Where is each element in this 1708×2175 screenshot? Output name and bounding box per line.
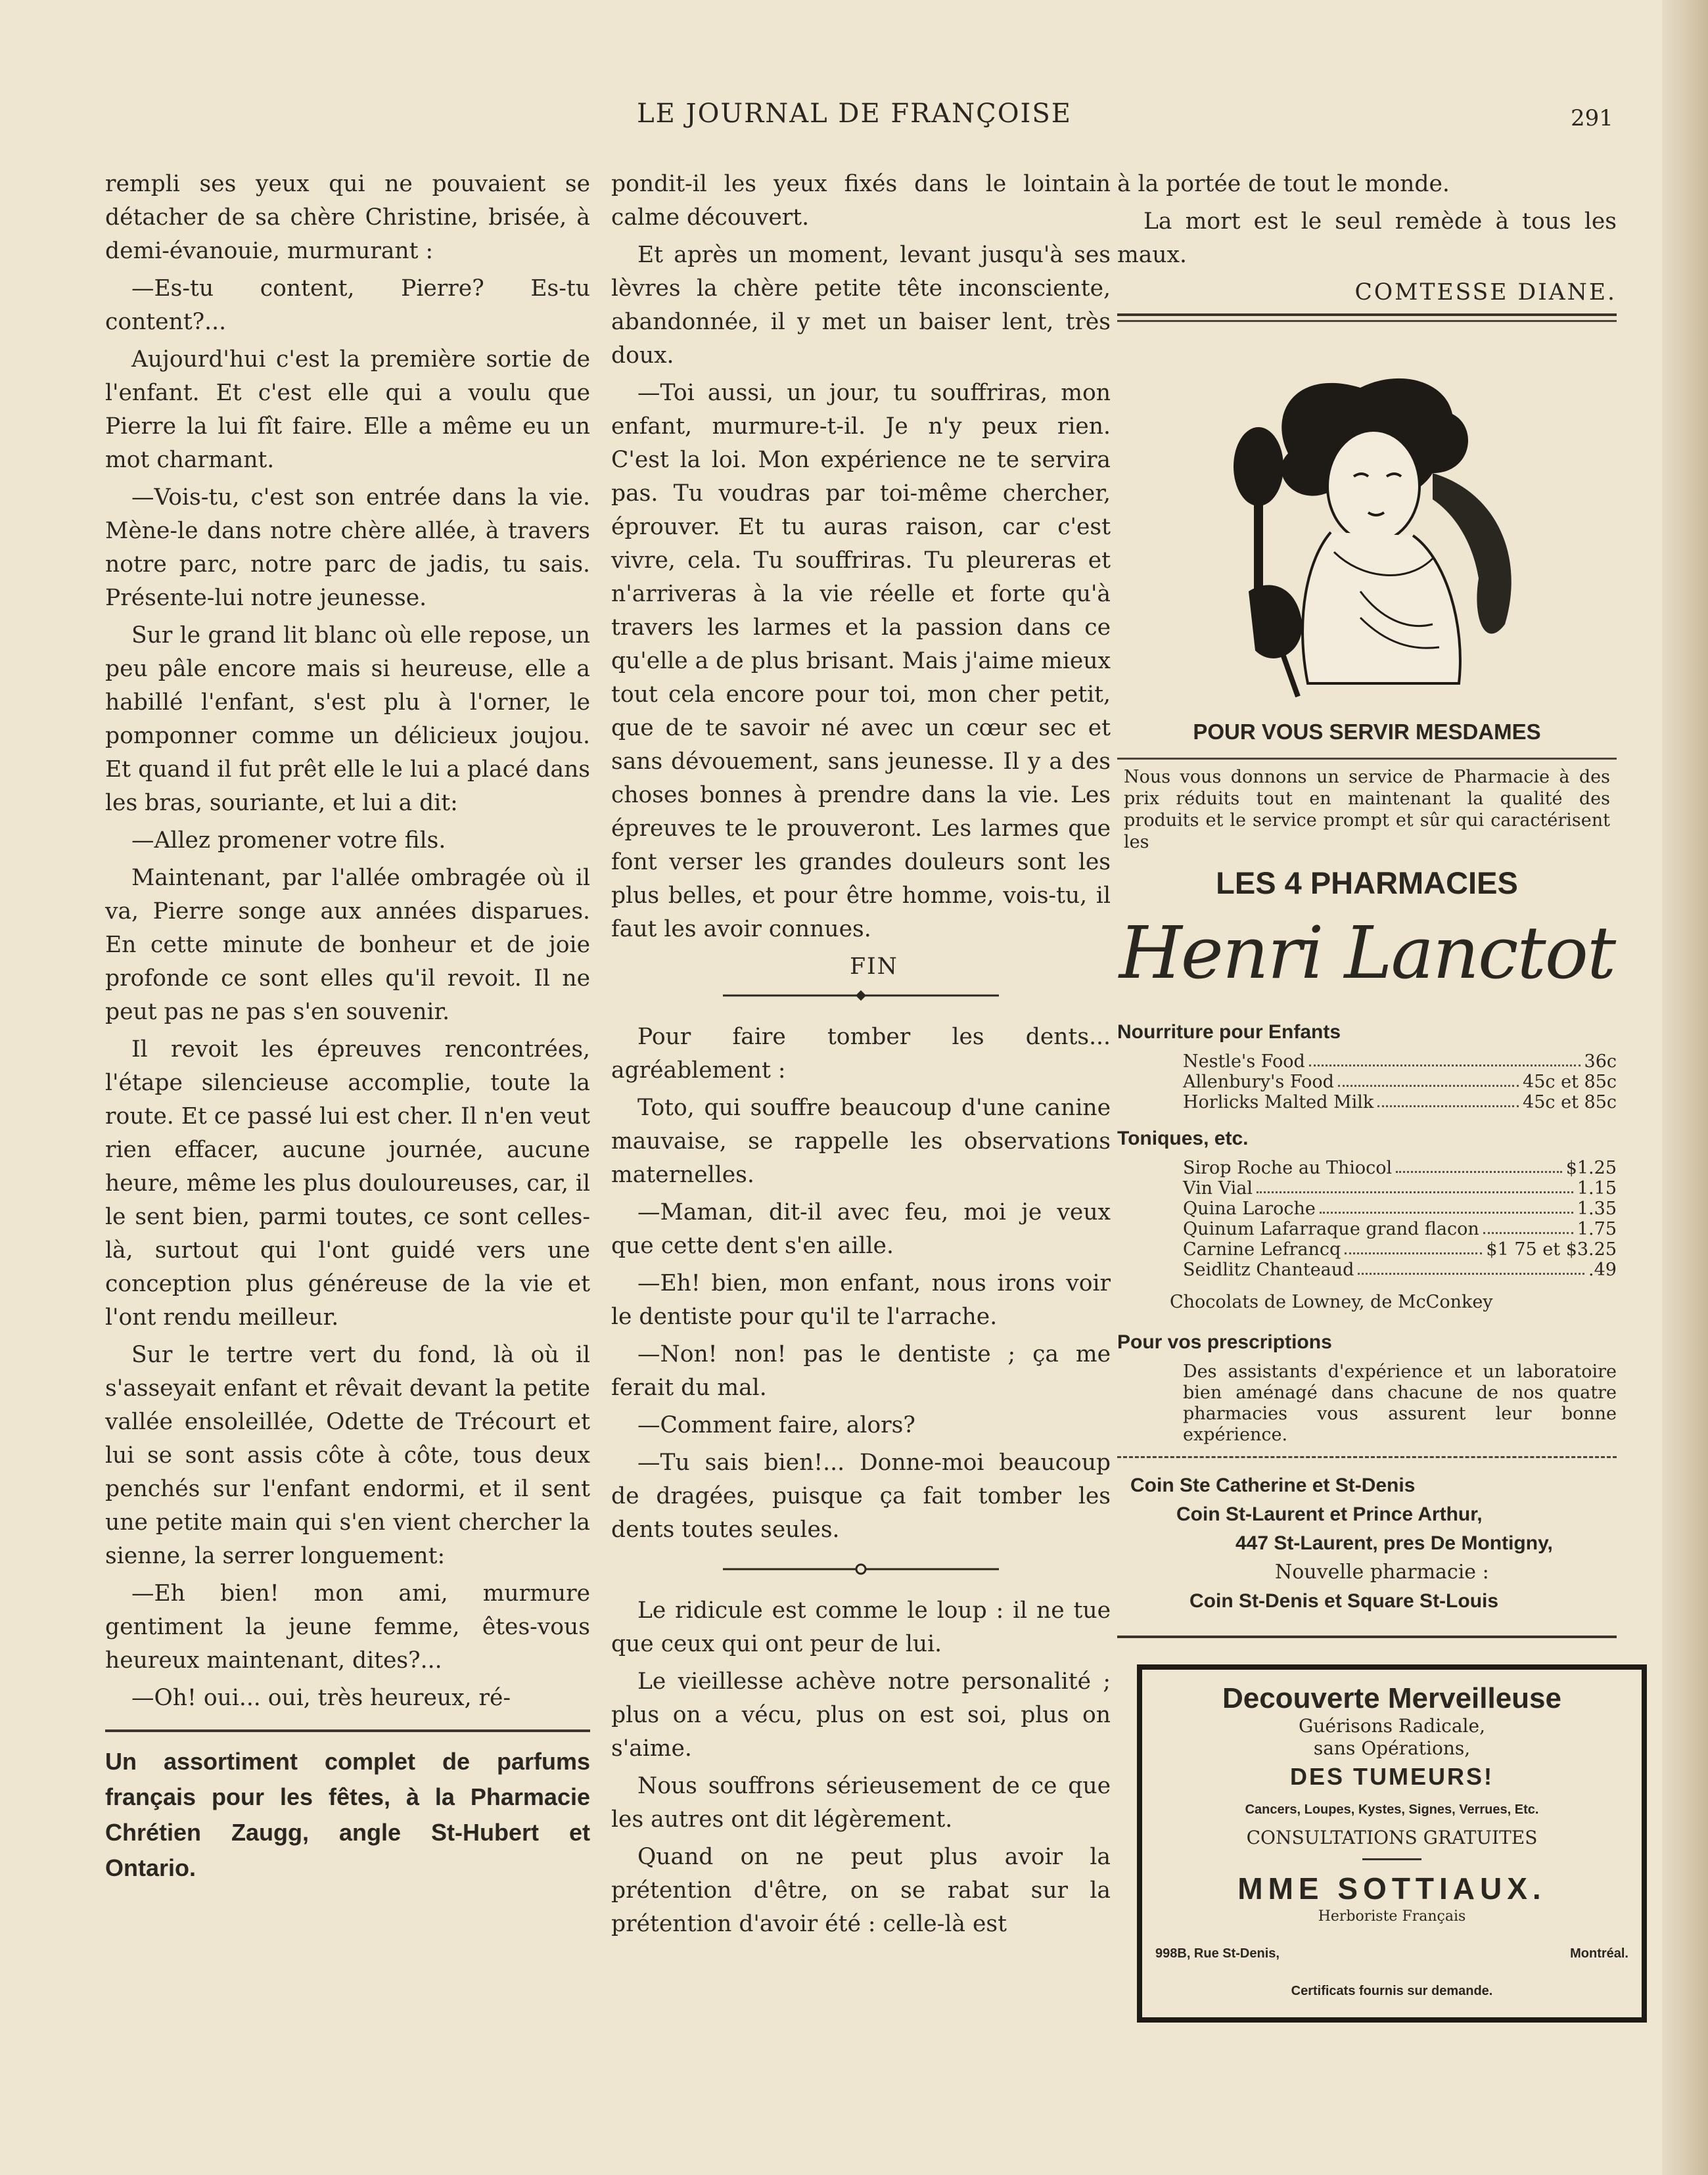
price-row: Quinum Lafarraque grand flacon 1.75 xyxy=(1183,1219,1617,1239)
journal-title: LE JOURNAL DE FRANÇOISE xyxy=(637,99,1072,129)
column-left xyxy=(105,168,590,1886)
story-paragraph: Sur le grand lit blanc où elle repose, un peu pâle encore mais si heureuse, elle a habillé l'enfant, s'est plu à l'orner, le pomponner comme un délicieux joujou. Et quand il fut prêt elle le lui a placé dans les bras, souriante, et lui a dit: xyxy=(105,622,590,816)
story-paragraph: —Toi aussi, un jour, tu souffriras, mon enfant, murmure-t-il. Je n'y peux rien. C'est la loi. Mon expérience ne te servira pas. Tu voudras par toi-même chercher, éprouver. Et tu auras raison, car c'est vivre, cela. Tu souffriras. Tu pleureras et n'arriveras à la vie réelle et forte qu'à travers les larmes et la passion dans ce qu'elle a de plus brisant. Mais j'aime mieux tout cela encore pour toi, mon cher petit, que de te savoir né avec un cœur sec et sans dévouement, sans jeunesse. Il y a des choses bonnes à prendre dans la vie. Les épreuves te le prouveront. Les larmes que font verser les grandes douleurs sont les plus belles, et pour être homme, vois-tu, il faut les avoir connues. xyxy=(611,380,1111,942)
page-edge xyxy=(1662,0,1708,2175)
box-ad-footer: Certificats fournis sur demande. xyxy=(1291,1984,1493,1998)
dents-paragraph: —Eh! bien, mon enfant, nous irons voir le dentiste pour qu'il te l'arrache. xyxy=(611,1270,1111,1330)
maxim-paragraph: Nous souffrons sérieusement de ce que les autres ont dit légèrement. xyxy=(611,1773,1111,1833)
divider-rule xyxy=(105,1729,590,1732)
price-row: Seidlitz Chanteaud .49 xyxy=(1183,1260,1617,1280)
diamond-ornament xyxy=(723,989,999,1002)
dents-paragraph: —Non! non! pas le dentiste ; ça me ferait du mal. xyxy=(611,1341,1111,1401)
henri-lanctot-logo: Henri Lanctot xyxy=(1119,911,1615,995)
fin-label: FIN xyxy=(850,953,898,980)
story-paragraph: Maintenant, par l'allée ombragée où il va, Pierre songe aux années disparues. En cette minute de bonheur et de joie profonde ce sont elles qu'il revoit. Il ne peut pas ne pas s'en souvenir. xyxy=(105,865,590,1025)
story-paragraph: —Oh! oui... oui, très heureux, ré- xyxy=(131,1685,511,1711)
box-ad-rule xyxy=(1362,1858,1421,1860)
box-ad-profession: Herboriste Français xyxy=(1318,1908,1466,1925)
maxim-paragraph: Le vieillesse achève notre personalité ; plus on a vécu, plus on est soi, plus on s'aime. xyxy=(611,1668,1111,1762)
price-row: Horlicks Malted Milk 45c et 85c xyxy=(1183,1092,1617,1112)
pharmacy-advertisement xyxy=(1117,342,1617,1616)
box-ad-name: MME SOTTIAUX. xyxy=(1237,1871,1546,1906)
maxim-paragraph: à la portée de tout le monde. xyxy=(1117,171,1450,197)
page-number: 291 xyxy=(1571,105,1613,131)
box-ad-city: Montréal. xyxy=(1570,1946,1628,1961)
dents-paragraph: Toto, qui souffre beaucoup d'une canine mauvaise, se rappelle les observations maternelles. xyxy=(611,1095,1111,1188)
maxim-paragraph: Quand on ne peut plus avoir la prétention d'être, on se rabat sur la prétention d'avoir été : celle-là est xyxy=(611,1844,1111,1937)
divider-rule xyxy=(1117,758,1617,760)
story-paragraph: —Allez promener votre fils. xyxy=(131,827,446,854)
story-paragraph: —Vois-tu, c'est son entrée dans la vie. Mène-le dans notre chère allée, à travers notre parc, notre parc de jadis, tu sais. Présente-lui notre jeunesse. xyxy=(105,484,590,611)
story-paragraph: —Es-tu content, Pierre? Es-tu content?... xyxy=(105,275,590,335)
price-row: Vin Vial 1.15 xyxy=(1183,1178,1617,1199)
dents-paragraph: —Comment faire, alors? xyxy=(637,1412,915,1438)
box-ad-address-row xyxy=(1155,1937,1628,1971)
story-paragraph: —Eh bien! mon ami, murmure gentiment la jeune femme, êtes-vous heureux maintenant, dites?... xyxy=(105,1580,590,1674)
box-ad-consultations: CONSULTATIONS GRATUITES xyxy=(1246,1827,1538,1848)
chocolats-line: Chocolats de Lowney, de McConkey xyxy=(1170,1292,1493,1312)
box-ad-line: sans Opérations, xyxy=(1313,1737,1471,1759)
story-paragraph: Aujourd'hui c'est la première sortie de l'enfant. Et c'est elle qui a voulu que Pierre la lui fît faire. Elle a même eu un mot charmant. xyxy=(105,346,590,473)
woman-with-mirror-illustration xyxy=(1196,342,1538,710)
sottiaux-advertisement xyxy=(1137,1664,1647,2023)
story-paragraph: Et après un moment, levant jusqu'à ses lèvres la chère petite tête inconsciente, abandonnée, il y met un baiser lent, très doux. xyxy=(611,242,1111,369)
price-row: Sirop Roche au Thiocol $1.25 xyxy=(1183,1158,1617,1178)
story-paragraph: pondit-il les yeux fixés dans le lointain calme découvert. xyxy=(611,171,1111,231)
ad-intro: Nous vous donnons un service de Pharmacie à des prix réduits tout en maintenant la qualité des produits et le service prompt et sûr qui caractérisent les xyxy=(1124,767,1610,852)
divider-rule xyxy=(1117,1636,1617,1638)
circle-ornament xyxy=(723,1563,999,1576)
dents-paragraph: —Tu sais bien!... Donne-moi beaucoup de dragées, puisque ça fait tomber les dents toutes seules. xyxy=(611,1450,1111,1543)
address-line: 447 St-Laurent, pres De Montigny, xyxy=(1235,1532,1553,1554)
column-middle xyxy=(611,168,1111,1945)
maxim-paragraph: Le ridicule est comme le loup : il ne tue que ceux qui ont peur de lui. xyxy=(611,1597,1111,1657)
column-right xyxy=(1117,168,1628,2023)
section-title: Toniques, etc. xyxy=(1117,1128,1249,1149)
address-line: Coin St-Denis et Square St-Louis xyxy=(1189,1590,1499,1612)
dents-paragraph: —Maman, dit-il avec feu, moi je veux que cette dent s'en aille. xyxy=(611,1199,1111,1259)
section-title: Nourriture pour Enfants xyxy=(1117,1021,1341,1043)
dents-paragraph: Pour faire tomber les dents... agréablement : xyxy=(611,1024,1111,1084)
maxim-paragraph: La mort est le seul remède à tous les maux. xyxy=(1117,208,1617,268)
author-signature: COMTESSE DIANE. xyxy=(1354,279,1617,306)
ad-caption: POUR VOUS SERVIR MESDAMES xyxy=(1193,720,1541,744)
story-paragraph: rempli ses yeux qui ne pouvaient se détacher de sa chère Christine, brisée, à demi-évanouie, murmurant : xyxy=(105,171,590,264)
address-line: Nouvelle pharmacie : xyxy=(1275,1561,1489,1584)
prescriptions-text: Des assistants d'expérience et un laboratoire bien aménagé dans chacune de nos quatre pharmacies vous assurent leur bonne expérience. xyxy=(1183,1362,1617,1445)
box-ad-ailments: Cancers, Loupes, Kystes, Signes, Verrues, Etc. xyxy=(1245,1802,1539,1817)
box-ad-title: Decouverte Merveilleuse xyxy=(1222,1682,1562,1714)
price-row: Nestle's Food 36c xyxy=(1183,1051,1617,1072)
story-paragraph: Il revoit les épreuves rencontrées, l'étape silencieuse accomplie, toute la route. Et ce passé lui est cher. Il n'en veut rien effacer, aucune journée, aucune heure, même les plus douloureuses, car, il le sent bien, parmi toutes, ce sont celles-là, surtout qui l'ont guidé vers une conception plus généreuse de la vie et l'ont rendu meilleur. xyxy=(105,1036,590,1331)
divider-rule xyxy=(1117,313,1617,316)
price-row: Allenbury's Food 45c et 85c xyxy=(1183,1072,1617,1092)
ad-heading: LES 4 PHARMACIES xyxy=(1216,865,1518,900)
address-line: Coin St-Laurent et Prince Arthur, xyxy=(1176,1503,1483,1525)
box-ad-line: Guérisons Radicale, xyxy=(1299,1715,1485,1737)
price-row: Carnine Lefrancq $1 75 et $3.25 xyxy=(1183,1239,1617,1260)
story-paragraph: Sur le tertre vert du fond, là où il s'asseyait enfant et rêvait devant la petite vallée ensoleillée, Odette de Trécourt et lui se sont assis côte à côte, tous deux penchés sur l'enfant endormi, et il sent une petite main qui s'en vient chercher la sienne, la serrer longuement: xyxy=(105,1342,590,1569)
divider-rule xyxy=(1117,320,1617,322)
box-ad-address: 998B, Rue St-Denis, xyxy=(1155,1946,1280,1961)
dashed-divider xyxy=(1117,1456,1617,1458)
price-row: Quina Laroche 1.35 xyxy=(1183,1199,1617,1219)
section-title: Pour vos prescriptions xyxy=(1117,1331,1332,1353)
address-line: Coin Ste Catherine et St-Denis xyxy=(1130,1475,1416,1496)
box-ad-tumeurs: DES TUMEURS! xyxy=(1289,1763,1494,1790)
parfums-notice: Un assortiment complet de parfums français pour les fêtes, à la Pharmacie Chrétien Zaugg, angle St-Hubert et Ontario. xyxy=(105,1748,590,1881)
